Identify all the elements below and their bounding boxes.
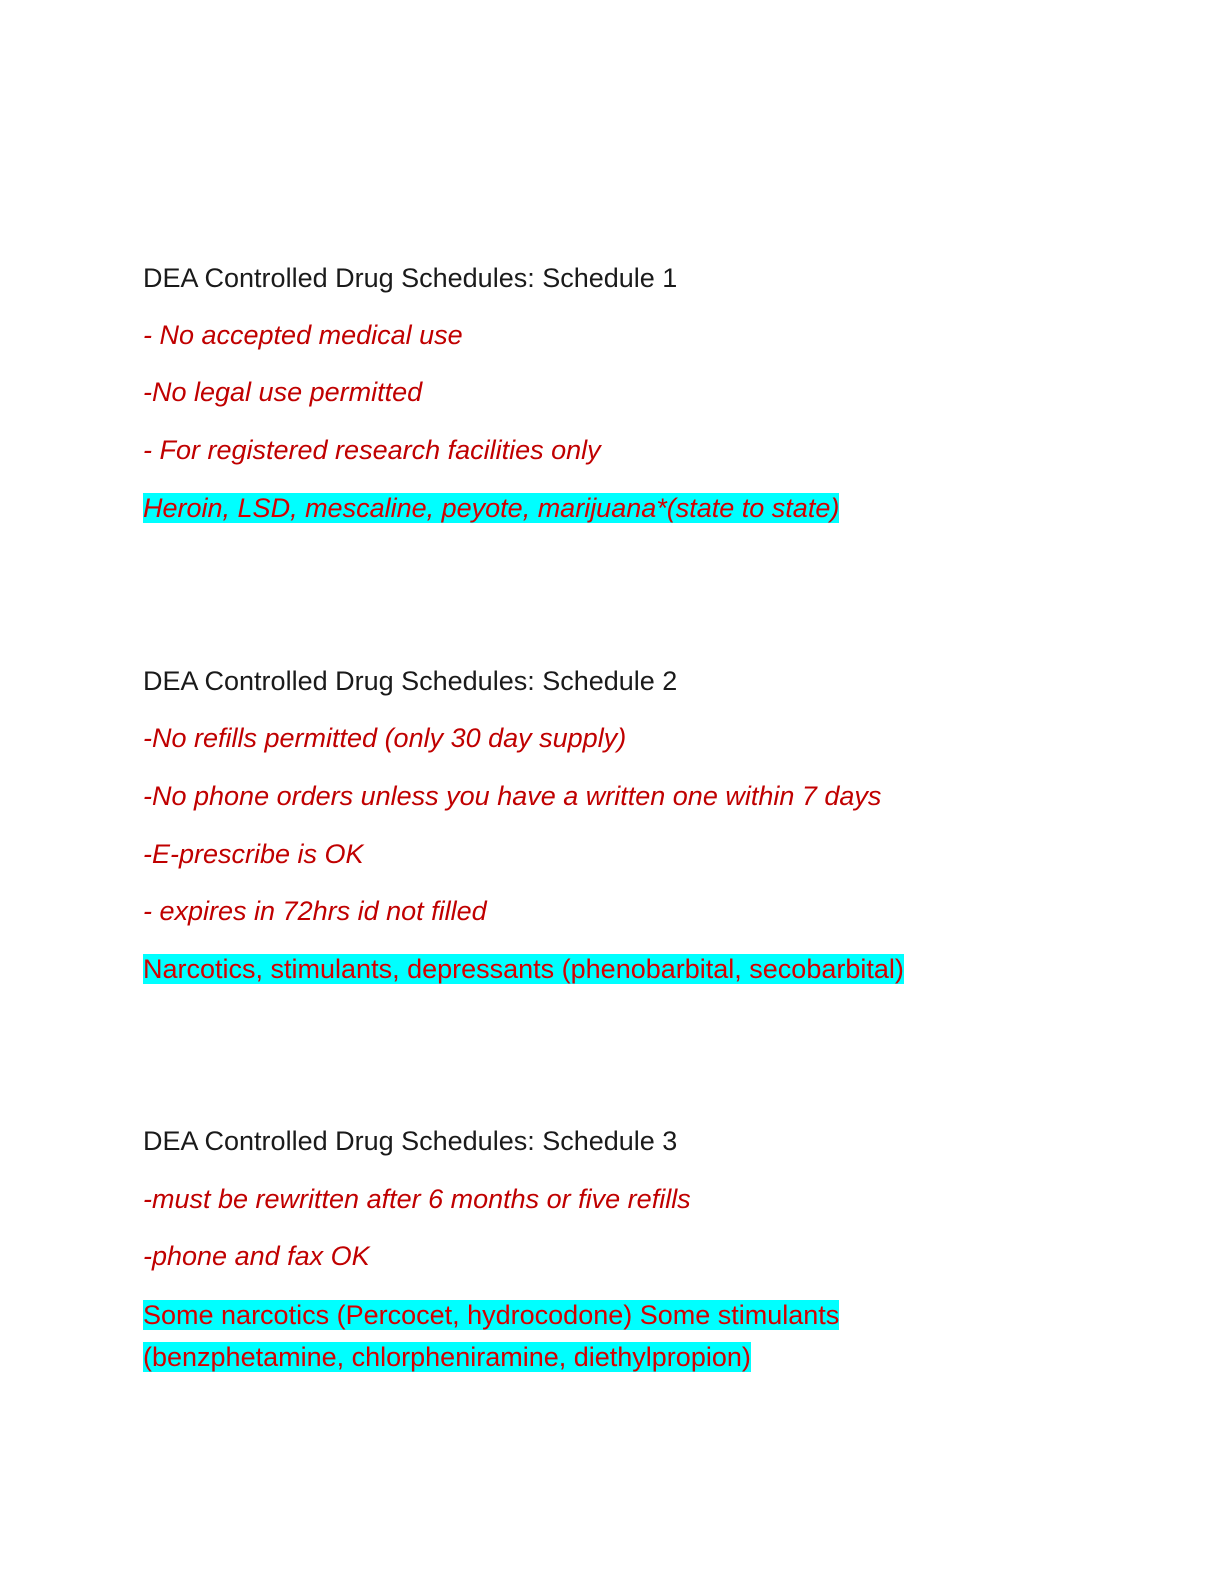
schedule-3-examples-line-1: Some narcotics (Percocet, hydrocodone) Some stimulants xyxy=(143,1300,840,1330)
schedule-3-examples-line-2: (benzphetamine, chlorpheniramine, diethylpropion) xyxy=(143,1342,751,1372)
schedule-2-examples: Narcotics, stimulants, depressants (phenobarbital, secobarbital) xyxy=(143,954,904,984)
schedule-2-examples-line xyxy=(143,949,904,989)
schedule-2-note-2: -No phone orders unless you have a written one within 7 days xyxy=(143,781,882,811)
schedule-2-note-4: - expires in 72hrs id not filled xyxy=(143,896,487,926)
schedule-2-note-3: -E-prescribe is OK xyxy=(143,839,364,869)
schedule-3-heading: DEA Controlled Drug Schedules: Schedule 3 xyxy=(143,1126,678,1156)
schedule-2-note-1: -No refills permitted (only 30 day supply) xyxy=(143,723,627,753)
schedule-3-examples xyxy=(143,1294,839,1378)
schedule-3-note-1: -must be rewritten after 6 months or five refills xyxy=(143,1184,691,1214)
schedule-1-note-2: -No legal use permitted xyxy=(143,377,423,407)
schedule-1-heading: DEA Controlled Drug Schedules: Schedule 1 xyxy=(143,263,678,293)
schedule-1-examples: Heroin, LSD, mescaline, peyote, marijuana*(state to state) xyxy=(143,493,840,523)
schedule-1-note-1: - No accepted medical use xyxy=(143,320,463,350)
schedule-2-heading: DEA Controlled Drug Schedules: Schedule 2 xyxy=(143,666,678,696)
schedule-1-examples-line xyxy=(143,488,839,528)
schedule-1-note-3: - For registered research facilities only xyxy=(143,435,601,465)
schedule-3-note-2: -phone and fax OK xyxy=(143,1241,370,1271)
